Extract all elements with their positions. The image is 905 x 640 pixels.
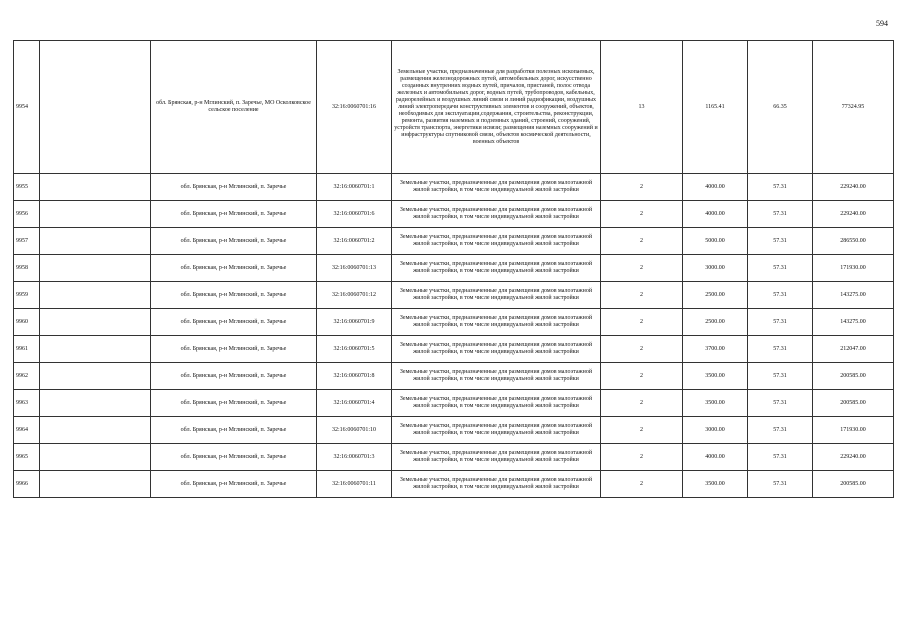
table-row [14,201,894,228]
land-use-cell: Земельные участки, предназначенные для размещения домов малоэтажной жилой застройки, в том числе индивидуальной жилой застройки [392,201,601,228]
row-number: 9955 [14,174,40,201]
price-cell: 57.31 [748,255,813,282]
empty-cell [40,390,151,417]
address-cell: обл. Брянская, р-н Мглинский, п. Заречье, МО Осколковское сельское поселение [151,41,317,174]
address-cell: обл. Брянская, р-н Мглинский, п. Заречье [151,174,317,201]
area-cell: 4000.00 [683,201,748,228]
value-cell: 143275.00 [813,309,894,336]
price-cell: 57.31 [748,471,813,498]
value-cell: 212047.00 [813,336,894,363]
price-cell: 57.31 [748,309,813,336]
cadastral-number-cell: 32:16:0060701:1 [317,174,392,201]
land-use-cell: Земельные участки, предназначенные для размещения домов малоэтажной жилой застройки, в том числе индивидуальной жилой застройки [392,255,601,282]
value-cell: 171930.00 [813,255,894,282]
address-cell: обл. Брянская, р-н Мглинский, п. Заречье [151,255,317,282]
price-cell: 57.31 [748,282,813,309]
area-cell: 2500.00 [683,309,748,336]
category-cell: 2 [601,309,683,336]
empty-cell [40,282,151,309]
table-row [14,444,894,471]
price-cell: 57.31 [748,444,813,471]
value-cell: 229240.00 [813,444,894,471]
row-number: 9961 [14,336,40,363]
empty-cell [40,255,151,282]
address-cell: обл. Брянская, р-н Мглинский, п. Заречье [151,309,317,336]
price-cell: 57.31 [748,417,813,444]
row-number: 9964 [14,417,40,444]
category-cell: 2 [601,282,683,309]
category-cell: 2 [601,228,683,255]
land-use-cell: Земельные участки, предназначенные для размещения домов малоэтажной жилой застройки, в том числе индивидуальной жилой застройки [392,309,601,336]
address-cell: обл. Брянская, р-н Мглинский, п. Заречье [151,444,317,471]
row-number: 9965 [14,444,40,471]
land-use-cell: Земельные участки, предназначенные для размещения домов малоэтажной жилой застройки, в том числе индивидуальной жилой застройки [392,336,601,363]
area-cell: 3700.00 [683,336,748,363]
price-cell: 57.31 [748,228,813,255]
price-cell: 57.31 [748,363,813,390]
land-use-cell: Земельные участки, предназначенные для размещения домов малоэтажной жилой застройки, в том числе индивидуальной жилой застройки [392,444,601,471]
address-cell: обл. Брянская, р-н Мглинский, п. Заречье [151,228,317,255]
category-cell: 2 [601,201,683,228]
cadastral-number-cell: 32:16:0060701:11 [317,471,392,498]
row-number: 9962 [14,363,40,390]
area-cell: 3500.00 [683,390,748,417]
cadastral-number-cell: 32:16:0060701:13 [317,255,392,282]
empty-cell [40,363,151,390]
row-number: 9958 [14,255,40,282]
empty-cell [40,174,151,201]
land-use-cell: Земельные участки, предназначенные для размещения домов малоэтажной жилой застройки, в том числе индивидуальной жилой застройки [392,417,601,444]
table-row [14,417,894,444]
price-cell: 57.31 [748,201,813,228]
cadastral-number-cell: 32:16:0060701:9 [317,309,392,336]
cadastral-number-cell: 32:16:0060701:6 [317,201,392,228]
row-number: 9954 [14,41,40,174]
address-cell: обл. Брянская, р-н Мглинский, п. Заречье [151,471,317,498]
area-cell: 4000.00 [683,444,748,471]
empty-cell [40,201,151,228]
row-number: 9963 [14,390,40,417]
table-row [14,363,894,390]
empty-cell [40,417,151,444]
address-cell: обл. Брянская, р-н Мглинский, п. Заречье [151,336,317,363]
table-row [14,41,894,174]
address-cell: обл. Брянская, р-н Мглинский, п. Заречье [151,417,317,444]
value-cell: 229240.00 [813,174,894,201]
area-cell: 3000.00 [683,417,748,444]
area-cell: 3500.00 [683,471,748,498]
category-cell: 2 [601,390,683,417]
empty-cell [40,444,151,471]
cadastral-number-cell: 32:16:0060701:16 [317,41,392,174]
row-number: 9957 [14,228,40,255]
area-cell: 2500.00 [683,282,748,309]
table-row [14,336,894,363]
table-body [14,41,894,498]
page-number: 594 [876,19,888,28]
category-cell: 2 [601,444,683,471]
table-row [14,228,894,255]
category-cell: 2 [601,174,683,201]
address-cell: обл. Брянская, р-н Мглинский, п. Заречье [151,390,317,417]
value-cell: 200585.00 [813,363,894,390]
land-use-cell: Земельные участки, предназначенные для разработки полезных ископаемых, размещения железнодорожных путей, автомобильных дорог, искусственно созданных внутренних водных путей, причалов, пристаней, полос отвода железных и автомобильных дорог, водных путей, трубопроводов, кабельных, радиорелейных и воздушных линий связи и линий радиофикации, воздушных линий электропередачи конструктивных элементов и сооружений, объектов, необходимых для эксплуатации,содержания, строительства, реконструкции, ремонта, развития наземных и подземных зданий, строений, сооружений, устройств транспорта, энергетики исвязи; размещения наземных сооружений и инфраструктуры спутниковой связи, объектов космической деятельности, военных объектов [392,41,601,174]
value-cell: 200585.00 [813,390,894,417]
table-row [14,255,894,282]
cadastral-number-cell: 32:16:0060701:10 [317,417,392,444]
area-cell: 4000.00 [683,174,748,201]
cadastral-number-cell: 32:16:0060701:12 [317,282,392,309]
price-cell: 57.31 [748,336,813,363]
cadastral-number-cell: 32:16:0060701:2 [317,228,392,255]
land-use-cell: Земельные участки, предназначенные для размещения домов малоэтажной жилой застройки, в том числе индивидуальной жилой застройки [392,174,601,201]
empty-cell [40,41,151,174]
cadastral-number-cell: 32:16:0060701:8 [317,363,392,390]
category-cell: 2 [601,471,683,498]
price-cell: 66.35 [748,41,813,174]
area-cell: 3500.00 [683,363,748,390]
land-use-cell: Земельные участки, предназначенные для размещения домов малоэтажной жилой застройки, в том числе индивидуальной жилой застройки [392,282,601,309]
table-row [14,390,894,417]
value-cell: 229240.00 [813,201,894,228]
empty-cell [40,471,151,498]
table-row [14,174,894,201]
value-cell: 286550.00 [813,228,894,255]
land-use-cell: Земельные участки, предназначенные для размещения домов малоэтажной жилой застройки, в том числе индивидуальной жилой застройки [392,228,601,255]
price-cell: 57.31 [748,174,813,201]
area-cell: 1165.41 [683,41,748,174]
address-cell: обл. Брянская, р-н Мглинский, п. Заречье [151,282,317,309]
address-cell: обл. Брянская, р-н Мглинский, п. Заречье [151,201,317,228]
empty-cell [40,309,151,336]
value-cell: 143275.00 [813,282,894,309]
cadastral-number-cell: 32:16:0060701:4 [317,390,392,417]
empty-cell [40,336,151,363]
area-cell: 5000.00 [683,228,748,255]
land-use-cell: Земельные участки, предназначенные для размещения домов малоэтажной жилой застройки, в том числе индивидуальной жилой застройки [392,363,601,390]
category-cell: 2 [601,336,683,363]
address-cell: обл. Брянская, р-н Мглинский, п. Заречье [151,363,317,390]
area-cell: 3000.00 [683,255,748,282]
table-row [14,282,894,309]
value-cell: 77324.95 [813,41,894,174]
row-number: 9966 [14,471,40,498]
category-cell: 13 [601,41,683,174]
price-cell: 57.31 [748,390,813,417]
category-cell: 2 [601,363,683,390]
row-number: 9959 [14,282,40,309]
cadastral-number-cell: 32:16:0060701:5 [317,336,392,363]
cadastral-number-cell: 32:16:0060701:3 [317,444,392,471]
land-use-cell: Земельные участки, предназначенные для размещения домов малоэтажной жилой застройки, в том числе индивидуальной жилой застройки [392,390,601,417]
land-registry-table [13,40,894,498]
value-cell: 171930.00 [813,417,894,444]
empty-cell [40,228,151,255]
row-number: 9956 [14,201,40,228]
category-cell: 2 [601,255,683,282]
value-cell: 200585.00 [813,471,894,498]
row-number: 9960 [14,309,40,336]
category-cell: 2 [601,417,683,444]
table-row [14,471,894,498]
land-use-cell: Земельные участки, предназначенные для размещения домов малоэтажной жилой застройки, в том числе индивидуальной жилой застройки [392,471,601,498]
table-row [14,309,894,336]
